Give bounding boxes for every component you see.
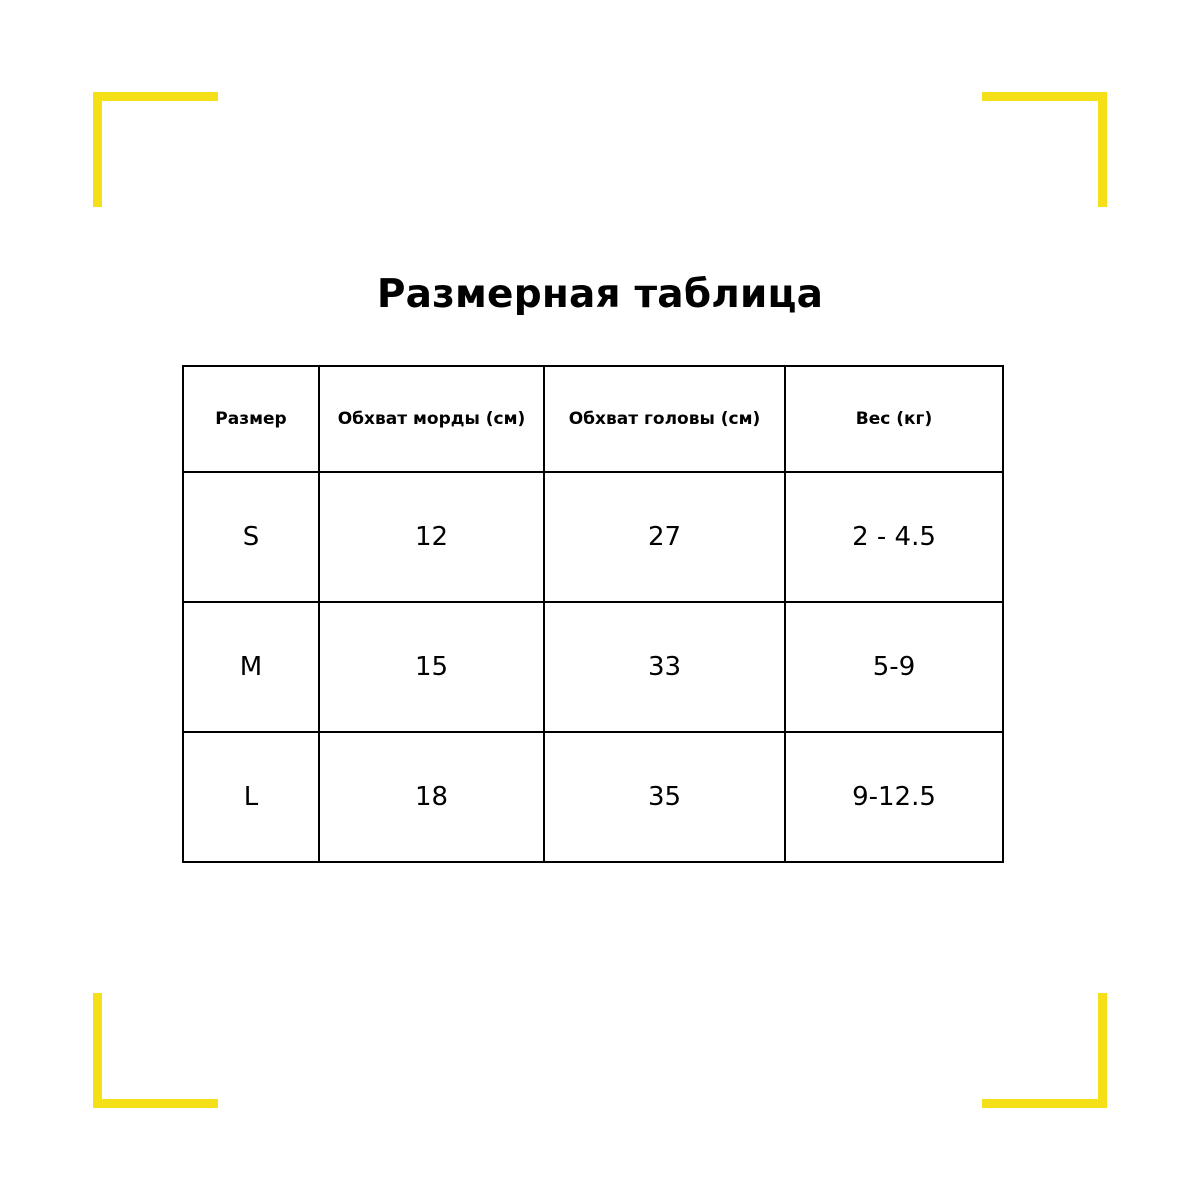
column-header-weight: Вес (кг) xyxy=(785,366,1003,472)
table-header xyxy=(183,366,1003,472)
cell-head-girth: 35 xyxy=(544,732,785,862)
corner-bracket-bottom-right-icon xyxy=(982,993,1107,1108)
cell-muzzle-girth: 15 xyxy=(319,602,544,732)
cell-size: S xyxy=(183,472,319,602)
table-header-row xyxy=(183,366,1003,472)
cell-weight: 9-12.5 xyxy=(785,732,1003,862)
page-title: Размерная таблица xyxy=(376,272,824,317)
cell-head-girth: 27 xyxy=(544,472,785,602)
corner-bracket-bottom-left-icon xyxy=(93,993,218,1108)
cell-size: M xyxy=(183,602,319,732)
cell-muzzle-girth: 18 xyxy=(319,732,544,862)
table-row xyxy=(183,602,1003,732)
size-table xyxy=(182,365,1004,863)
corner-bracket-top-left-icon xyxy=(93,92,218,207)
size-table-container xyxy=(182,365,1002,863)
column-header-muzzle-girth: Обхват морды (см) xyxy=(319,366,544,472)
cell-size: L xyxy=(183,732,319,862)
column-header-size: Размер xyxy=(183,366,319,472)
table-body xyxy=(183,472,1003,862)
column-header-head-girth: Обхват головы (см) xyxy=(544,366,785,472)
corner-bracket-top-right-icon xyxy=(982,92,1107,207)
cell-weight: 2 - 4.5 xyxy=(785,472,1003,602)
cell-weight: 5-9 xyxy=(785,602,1003,732)
table-row xyxy=(183,732,1003,862)
cell-muzzle-girth: 12 xyxy=(319,472,544,602)
table-row xyxy=(183,472,1003,602)
cell-head-girth: 33 xyxy=(544,602,785,732)
